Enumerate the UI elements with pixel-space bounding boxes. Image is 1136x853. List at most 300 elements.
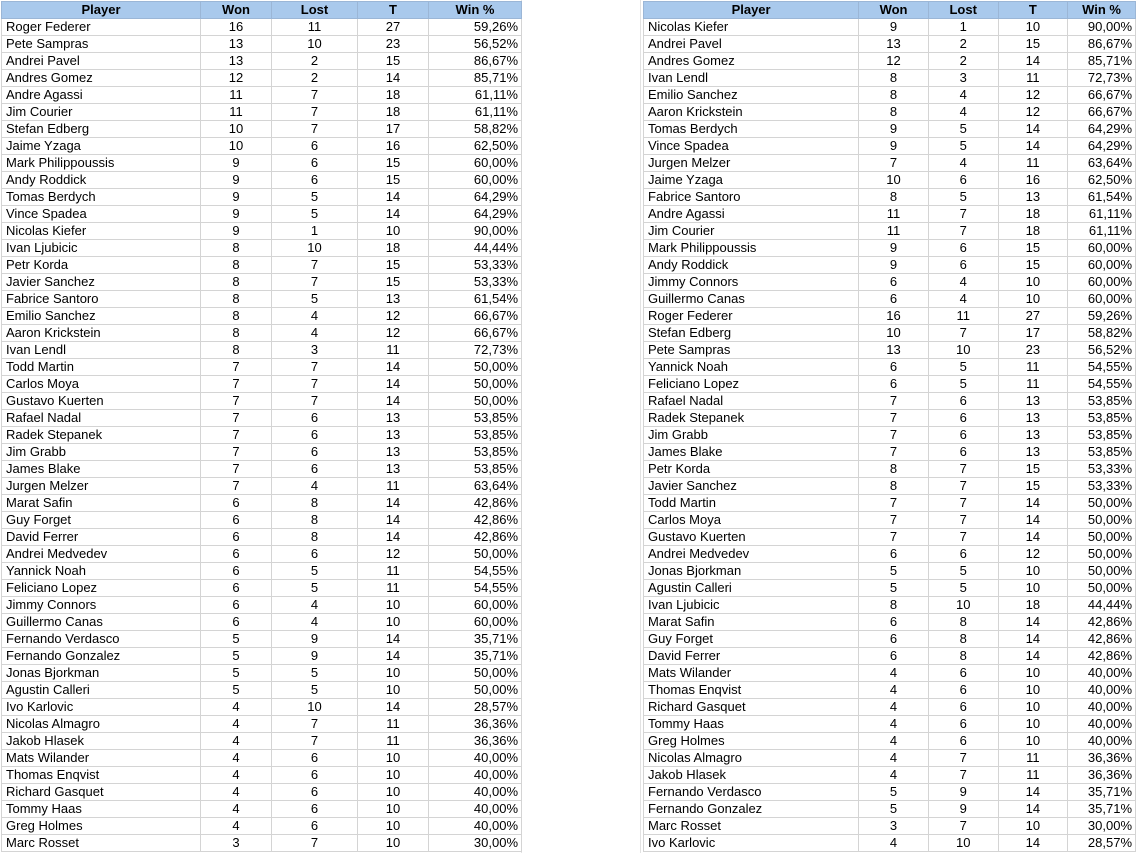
- win-pct-cell[interactable]: 86,67%: [429, 53, 522, 70]
- lost-cell[interactable]: 11: [928, 308, 998, 325]
- win-pct-cell[interactable]: 53,33%: [429, 274, 522, 291]
- total-cell[interactable]: 13: [358, 444, 429, 461]
- lost-cell[interactable]: 2: [928, 53, 998, 70]
- lost-cell[interactable]: 1: [272, 223, 358, 240]
- total-cell[interactable]: 14: [998, 53, 1068, 70]
- won-cell[interactable]: 9: [859, 257, 929, 274]
- total-cell[interactable]: 16: [998, 172, 1068, 189]
- won-cell[interactable]: 10: [859, 172, 929, 189]
- win-pct-cell[interactable]: 53,85%: [1068, 444, 1136, 461]
- player-cell[interactable]: Carlos Moya: [644, 512, 859, 529]
- won-cell[interactable]: 4: [201, 716, 272, 733]
- player-cell[interactable]: Petr Korda: [644, 461, 859, 478]
- total-cell[interactable]: 13: [358, 427, 429, 444]
- lost-cell[interactable]: 6: [272, 818, 358, 835]
- win-pct-cell[interactable]: 56,52%: [1068, 342, 1136, 359]
- lost-cell[interactable]: 3: [272, 342, 358, 359]
- won-cell[interactable]: 8: [201, 342, 272, 359]
- win-pct-cell[interactable]: 40,00%: [1068, 682, 1136, 699]
- lost-cell[interactable]: 6: [272, 801, 358, 818]
- win-pct-cell[interactable]: 42,86%: [429, 512, 522, 529]
- player-cell[interactable]: David Ferrer: [644, 648, 859, 665]
- header-win-pct[interactable]: Win %: [1068, 2, 1136, 19]
- total-cell[interactable]: 17: [358, 121, 429, 138]
- win-pct-cell[interactable]: 66,67%: [1068, 87, 1136, 104]
- total-cell[interactable]: 15: [358, 53, 429, 70]
- total-cell[interactable]: 14: [358, 393, 429, 410]
- player-cell[interactable]: Yannick Noah: [644, 359, 859, 376]
- win-pct-cell[interactable]: 50,00%: [1068, 495, 1136, 512]
- win-pct-cell[interactable]: 40,00%: [1068, 716, 1136, 733]
- total-cell[interactable]: 14: [998, 529, 1068, 546]
- won-cell[interactable]: 8: [859, 70, 929, 87]
- win-pct-cell[interactable]: 60,00%: [429, 155, 522, 172]
- lost-cell[interactable]: 7: [272, 835, 358, 852]
- player-cell[interactable]: Agustin Calleri: [2, 682, 201, 699]
- win-pct-cell[interactable]: 50,00%: [429, 393, 522, 410]
- won-cell[interactable]: 9: [201, 155, 272, 172]
- won-cell[interactable]: 6: [859, 274, 929, 291]
- won-cell[interactable]: 9: [859, 19, 929, 36]
- player-cell[interactable]: Marc Rosset: [644, 818, 859, 835]
- won-cell[interactable]: 8: [201, 291, 272, 308]
- lost-cell[interactable]: 7: [272, 376, 358, 393]
- won-cell[interactable]: 11: [201, 87, 272, 104]
- player-cell[interactable]: Jim Courier: [2, 104, 201, 121]
- win-pct-cell[interactable]: 53,85%: [1068, 393, 1136, 410]
- win-pct-cell[interactable]: 35,71%: [429, 648, 522, 665]
- win-pct-cell[interactable]: 61,54%: [429, 291, 522, 308]
- won-cell[interactable]: 7: [201, 461, 272, 478]
- lost-cell[interactable]: 5: [272, 206, 358, 223]
- player-cell[interactable]: Andre Agassi: [2, 87, 201, 104]
- won-cell[interactable]: 9: [201, 189, 272, 206]
- player-cell[interactable]: Fernando Gonzalez: [2, 648, 201, 665]
- player-cell[interactable]: Fernando Verdasco: [644, 784, 859, 801]
- total-cell[interactable]: 11: [998, 767, 1068, 784]
- lost-cell[interactable]: 6: [272, 444, 358, 461]
- lost-cell[interactable]: 6: [272, 410, 358, 427]
- player-cell[interactable]: Ivan Ljubicic: [644, 597, 859, 614]
- player-cell[interactable]: Ivo Karlovic: [2, 699, 201, 716]
- won-cell[interactable]: 7: [859, 444, 929, 461]
- total-cell[interactable]: 14: [358, 206, 429, 223]
- win-pct-cell[interactable]: 54,55%: [1068, 359, 1136, 376]
- won-cell[interactable]: 6: [201, 614, 272, 631]
- total-cell[interactable]: 14: [998, 614, 1068, 631]
- total-cell[interactable]: 12: [358, 325, 429, 342]
- lost-cell[interactable]: 5: [928, 376, 998, 393]
- lost-cell[interactable]: 5: [928, 121, 998, 138]
- win-pct-cell[interactable]: 50,00%: [1068, 546, 1136, 563]
- player-cell[interactable]: Aaron Krickstein: [644, 104, 859, 121]
- win-pct-cell[interactable]: 28,57%: [429, 699, 522, 716]
- player-cell[interactable]: Emilio Sanchez: [644, 87, 859, 104]
- player-cell[interactable]: Aaron Krickstein: [2, 325, 201, 342]
- lost-cell[interactable]: 7: [272, 716, 358, 733]
- won-cell[interactable]: 5: [201, 648, 272, 665]
- won-cell[interactable]: 7: [859, 512, 929, 529]
- win-pct-cell[interactable]: 50,00%: [1068, 580, 1136, 597]
- header-win-pct[interactable]: Win %: [429, 2, 522, 19]
- total-cell[interactable]: 14: [998, 512, 1068, 529]
- lost-cell[interactable]: 7: [272, 104, 358, 121]
- win-pct-cell[interactable]: 42,86%: [429, 495, 522, 512]
- total-cell[interactable]: 14: [998, 138, 1068, 155]
- total-cell[interactable]: 10: [358, 597, 429, 614]
- lost-cell[interactable]: 7: [928, 223, 998, 240]
- won-cell[interactable]: 16: [859, 308, 929, 325]
- lost-cell[interactable]: 7: [272, 733, 358, 750]
- total-cell[interactable]: 15: [998, 36, 1068, 53]
- player-cell[interactable]: James Blake: [2, 461, 201, 478]
- player-cell[interactable]: Tomas Berdych: [2, 189, 201, 206]
- win-pct-cell[interactable]: 54,55%: [429, 580, 522, 597]
- total-cell[interactable]: 11: [998, 376, 1068, 393]
- win-pct-cell[interactable]: 60,00%: [1068, 257, 1136, 274]
- lost-cell[interactable]: 6: [928, 699, 998, 716]
- win-pct-cell[interactable]: 40,00%: [1068, 733, 1136, 750]
- lost-cell[interactable]: 5: [272, 291, 358, 308]
- lost-cell[interactable]: 5: [928, 189, 998, 206]
- lost-cell[interactable]: 8: [272, 512, 358, 529]
- lost-cell[interactable]: 7: [928, 818, 998, 835]
- lost-cell[interactable]: 4: [928, 155, 998, 172]
- player-cell[interactable]: Vince Spadea: [2, 206, 201, 223]
- player-cell[interactable]: Andres Gomez: [644, 53, 859, 70]
- total-cell[interactable]: 13: [998, 427, 1068, 444]
- win-pct-cell[interactable]: 61,11%: [429, 87, 522, 104]
- total-cell[interactable]: 15: [358, 155, 429, 172]
- lost-cell[interactable]: 6: [928, 665, 998, 682]
- lost-cell[interactable]: 5: [272, 665, 358, 682]
- lost-cell[interactable]: 10: [272, 699, 358, 716]
- win-pct-cell[interactable]: 56,52%: [429, 36, 522, 53]
- lost-cell[interactable]: 6: [928, 427, 998, 444]
- lost-cell[interactable]: 10: [928, 835, 998, 852]
- lost-cell[interactable]: 2: [272, 70, 358, 87]
- won-cell[interactable]: 9: [859, 121, 929, 138]
- win-pct-cell[interactable]: 50,00%: [1068, 563, 1136, 580]
- lost-cell[interactable]: 7: [928, 325, 998, 342]
- won-cell[interactable]: 11: [859, 223, 929, 240]
- player-cell[interactable]: Marc Rosset: [2, 835, 201, 852]
- total-cell[interactable]: 14: [358, 529, 429, 546]
- player-cell[interactable]: Stefan Edberg: [644, 325, 859, 342]
- win-pct-cell[interactable]: 90,00%: [429, 223, 522, 240]
- total-cell[interactable]: 18: [998, 597, 1068, 614]
- player-cell[interactable]: Jurgen Melzer: [2, 478, 201, 495]
- win-pct-cell[interactable]: 42,86%: [1068, 631, 1136, 648]
- total-cell[interactable]: 14: [358, 70, 429, 87]
- total-cell[interactable]: 18: [358, 104, 429, 121]
- total-cell[interactable]: 14: [358, 648, 429, 665]
- win-pct-cell[interactable]: 58,82%: [429, 121, 522, 138]
- lost-cell[interactable]: 10: [928, 342, 998, 359]
- total-cell[interactable]: 11: [998, 70, 1068, 87]
- win-pct-cell[interactable]: 86,67%: [1068, 36, 1136, 53]
- won-cell[interactable]: 7: [859, 495, 929, 512]
- lost-cell[interactable]: 7: [272, 274, 358, 291]
- player-cell[interactable]: Guy Forget: [2, 512, 201, 529]
- total-cell[interactable]: 10: [998, 19, 1068, 36]
- lost-cell[interactable]: 6: [928, 682, 998, 699]
- player-cell[interactable]: Nicolas Almagro: [644, 750, 859, 767]
- lost-cell[interactable]: 4: [272, 478, 358, 495]
- won-cell[interactable]: 10: [201, 121, 272, 138]
- win-pct-cell[interactable]: 35,71%: [1068, 784, 1136, 801]
- total-cell[interactable]: 12: [358, 546, 429, 563]
- lost-cell[interactable]: 8: [272, 529, 358, 546]
- total-cell[interactable]: 18: [358, 87, 429, 104]
- total-cell[interactable]: 15: [998, 461, 1068, 478]
- total-cell[interactable]: 10: [358, 767, 429, 784]
- won-cell[interactable]: 6: [201, 563, 272, 580]
- player-cell[interactable]: Andrei Medvedev: [644, 546, 859, 563]
- lost-cell[interactable]: 7: [272, 87, 358, 104]
- lost-cell[interactable]: 7: [928, 767, 998, 784]
- total-cell[interactable]: 16: [358, 138, 429, 155]
- win-pct-cell[interactable]: 60,00%: [429, 614, 522, 631]
- player-cell[interactable]: Andy Roddick: [644, 257, 859, 274]
- lost-cell[interactable]: 9: [928, 801, 998, 818]
- lost-cell[interactable]: 8: [928, 614, 998, 631]
- lost-cell[interactable]: 4: [928, 291, 998, 308]
- player-cell[interactable]: Radek Stepanek: [2, 427, 201, 444]
- total-cell[interactable]: 10: [358, 835, 429, 852]
- won-cell[interactable]: 6: [859, 546, 929, 563]
- win-pct-cell[interactable]: 36,36%: [429, 716, 522, 733]
- won-cell[interactable]: 6: [859, 631, 929, 648]
- lost-cell[interactable]: 6: [272, 172, 358, 189]
- win-pct-cell[interactable]: 54,55%: [429, 563, 522, 580]
- lost-cell[interactable]: 6: [928, 393, 998, 410]
- won-cell[interactable]: 13: [859, 342, 929, 359]
- header-total[interactable]: T: [998, 2, 1068, 19]
- total-cell[interactable]: 12: [358, 308, 429, 325]
- win-pct-cell[interactable]: 64,29%: [1068, 138, 1136, 155]
- win-pct-cell[interactable]: 53,85%: [429, 444, 522, 461]
- lost-cell[interactable]: 4: [928, 87, 998, 104]
- player-cell[interactable]: James Blake: [644, 444, 859, 461]
- total-cell[interactable]: 15: [998, 240, 1068, 257]
- win-pct-cell[interactable]: 63,64%: [429, 478, 522, 495]
- win-pct-cell[interactable]: 36,36%: [1068, 750, 1136, 767]
- lost-cell[interactable]: 1: [928, 19, 998, 36]
- total-cell[interactable]: 14: [998, 121, 1068, 138]
- win-pct-cell[interactable]: 66,67%: [429, 325, 522, 342]
- total-cell[interactable]: 10: [358, 665, 429, 682]
- won-cell[interactable]: 9: [201, 172, 272, 189]
- lost-cell[interactable]: 7: [272, 359, 358, 376]
- lost-cell[interactable]: 6: [928, 257, 998, 274]
- won-cell[interactable]: 8: [859, 189, 929, 206]
- player-cell[interactable]: Mark Philippoussis: [644, 240, 859, 257]
- lost-cell[interactable]: 5: [928, 138, 998, 155]
- won-cell[interactable]: 4: [859, 665, 929, 682]
- header-lost[interactable]: Lost: [272, 2, 358, 19]
- lost-cell[interactable]: 6: [272, 427, 358, 444]
- player-cell[interactable]: Fabrice Santoro: [644, 189, 859, 206]
- header-player[interactable]: Player: [644, 2, 859, 19]
- won-cell[interactable]: 8: [201, 308, 272, 325]
- player-cell[interactable]: David Ferrer: [2, 529, 201, 546]
- player-cell[interactable]: Javier Sanchez: [2, 274, 201, 291]
- lost-cell[interactable]: 4: [272, 308, 358, 325]
- total-cell[interactable]: 11: [358, 342, 429, 359]
- player-cell[interactable]: Andres Gomez: [2, 70, 201, 87]
- won-cell[interactable]: 4: [201, 784, 272, 801]
- player-cell[interactable]: Jim Grabb: [2, 444, 201, 461]
- total-cell[interactable]: 13: [358, 410, 429, 427]
- win-pct-cell[interactable]: 53,85%: [429, 461, 522, 478]
- total-cell[interactable]: 15: [998, 257, 1068, 274]
- total-cell[interactable]: 11: [998, 155, 1068, 172]
- total-cell[interactable]: 13: [358, 461, 429, 478]
- player-cell[interactable]: Pete Sampras: [644, 342, 859, 359]
- lost-cell[interactable]: 5: [272, 580, 358, 597]
- total-cell[interactable]: 13: [998, 393, 1068, 410]
- won-cell[interactable]: 4: [201, 818, 272, 835]
- won-cell[interactable]: 5: [859, 580, 929, 597]
- win-pct-cell[interactable]: 42,86%: [1068, 614, 1136, 631]
- total-cell[interactable]: 11: [998, 750, 1068, 767]
- won-cell[interactable]: 10: [859, 325, 929, 342]
- won-cell[interactable]: 7: [201, 376, 272, 393]
- won-cell[interactable]: 8: [859, 461, 929, 478]
- total-cell[interactable]: 12: [998, 546, 1068, 563]
- total-cell[interactable]: 10: [998, 699, 1068, 716]
- total-cell[interactable]: 27: [998, 308, 1068, 325]
- win-pct-cell[interactable]: 53,85%: [429, 410, 522, 427]
- win-pct-cell[interactable]: 61,11%: [1068, 206, 1136, 223]
- win-pct-cell[interactable]: 50,00%: [429, 376, 522, 393]
- player-cell[interactable]: Andre Agassi: [644, 206, 859, 223]
- won-cell[interactable]: 6: [201, 580, 272, 597]
- won-cell[interactable]: 5: [859, 801, 929, 818]
- player-cell[interactable]: Mark Philippoussis: [2, 155, 201, 172]
- win-pct-cell[interactable]: 40,00%: [1068, 665, 1136, 682]
- total-cell[interactable]: 11: [358, 580, 429, 597]
- won-cell[interactable]: 6: [201, 597, 272, 614]
- win-pct-cell[interactable]: 30,00%: [1068, 818, 1136, 835]
- total-cell[interactable]: 15: [358, 274, 429, 291]
- lost-cell[interactable]: 7: [928, 206, 998, 223]
- player-cell[interactable]: Jim Grabb: [644, 427, 859, 444]
- won-cell[interactable]: 4: [859, 835, 929, 852]
- win-pct-cell[interactable]: 50,00%: [429, 665, 522, 682]
- player-cell[interactable]: Vince Spadea: [644, 138, 859, 155]
- lost-cell[interactable]: 4: [272, 325, 358, 342]
- player-cell[interactable]: Rafael Nadal: [644, 393, 859, 410]
- total-cell[interactable]: 10: [998, 716, 1068, 733]
- won-cell[interactable]: 9: [859, 240, 929, 257]
- lost-cell[interactable]: 6: [272, 784, 358, 801]
- lost-cell[interactable]: 9: [928, 784, 998, 801]
- won-cell[interactable]: 11: [859, 206, 929, 223]
- win-pct-cell[interactable]: 50,00%: [1068, 529, 1136, 546]
- win-pct-cell[interactable]: 28,57%: [1068, 835, 1136, 852]
- won-cell[interactable]: 5: [201, 682, 272, 699]
- player-cell[interactable]: Guillermo Canas: [644, 291, 859, 308]
- lost-cell[interactable]: 10: [272, 36, 358, 53]
- player-cell[interactable]: Mats Wilander: [644, 665, 859, 682]
- lost-cell[interactable]: 7: [272, 257, 358, 274]
- lost-cell[interactable]: 7: [272, 393, 358, 410]
- won-cell[interactable]: 4: [201, 801, 272, 818]
- total-cell[interactable]: 10: [358, 223, 429, 240]
- player-cell[interactable]: Ivan Lendl: [2, 342, 201, 359]
- total-cell[interactable]: 13: [998, 189, 1068, 206]
- total-cell[interactable]: 14: [358, 189, 429, 206]
- won-cell[interactable]: 4: [859, 699, 929, 716]
- lost-cell[interactable]: 9: [272, 631, 358, 648]
- player-cell[interactable]: Roger Federer: [644, 308, 859, 325]
- lost-cell[interactable]: 11: [272, 19, 358, 36]
- total-cell[interactable]: 11: [358, 733, 429, 750]
- total-cell[interactable]: 10: [998, 733, 1068, 750]
- total-cell[interactable]: 10: [358, 818, 429, 835]
- total-cell[interactable]: 10: [998, 274, 1068, 291]
- win-pct-cell[interactable]: 53,85%: [1068, 410, 1136, 427]
- won-cell[interactable]: 6: [859, 648, 929, 665]
- total-cell[interactable]: 14: [358, 495, 429, 512]
- won-cell[interactable]: 6: [201, 512, 272, 529]
- win-pct-cell[interactable]: 60,00%: [429, 172, 522, 189]
- player-cell[interactable]: Thomas Enqvist: [644, 682, 859, 699]
- player-cell[interactable]: Greg Holmes: [644, 733, 859, 750]
- win-pct-cell[interactable]: 60,00%: [1068, 291, 1136, 308]
- player-cell[interactable]: Jimmy Connors: [2, 597, 201, 614]
- won-cell[interactable]: 8: [201, 257, 272, 274]
- lost-cell[interactable]: 2: [928, 36, 998, 53]
- win-pct-cell[interactable]: 72,73%: [429, 342, 522, 359]
- win-pct-cell[interactable]: 44,44%: [1068, 597, 1136, 614]
- total-cell[interactable]: 10: [998, 291, 1068, 308]
- win-pct-cell[interactable]: 59,26%: [429, 19, 522, 36]
- won-cell[interactable]: 6: [859, 359, 929, 376]
- player-cell[interactable]: Ivan Lendl: [644, 70, 859, 87]
- header-lost[interactable]: Lost: [928, 2, 998, 19]
- player-cell[interactable]: Jaime Yzaga: [644, 172, 859, 189]
- player-cell[interactable]: Guy Forget: [644, 631, 859, 648]
- player-cell[interactable]: Jonas Bjorkman: [2, 665, 201, 682]
- lost-cell[interactable]: 6: [928, 716, 998, 733]
- total-cell[interactable]: 15: [358, 172, 429, 189]
- win-pct-cell[interactable]: 64,29%: [429, 189, 522, 206]
- won-cell[interactable]: 4: [859, 733, 929, 750]
- win-pct-cell[interactable]: 61,11%: [1068, 223, 1136, 240]
- won-cell[interactable]: 4: [859, 750, 929, 767]
- player-cell[interactable]: Jurgen Melzer: [644, 155, 859, 172]
- lost-cell[interactable]: 8: [928, 648, 998, 665]
- total-cell[interactable]: 11: [358, 716, 429, 733]
- win-pct-cell[interactable]: 61,54%: [1068, 189, 1136, 206]
- lost-cell[interactable]: 6: [928, 546, 998, 563]
- won-cell[interactable]: 8: [859, 597, 929, 614]
- player-cell[interactable]: Mats Wilander: [2, 750, 201, 767]
- lost-cell[interactable]: 5: [928, 563, 998, 580]
- won-cell[interactable]: 7: [859, 393, 929, 410]
- player-cell[interactable]: Jimmy Connors: [644, 274, 859, 291]
- win-pct-cell[interactable]: 36,36%: [1068, 767, 1136, 784]
- player-cell[interactable]: Javier Sanchez: [644, 478, 859, 495]
- lost-cell[interactable]: 6: [928, 172, 998, 189]
- player-cell[interactable]: Marat Safin: [2, 495, 201, 512]
- player-cell[interactable]: Guillermo Canas: [2, 614, 201, 631]
- total-cell[interactable]: 14: [358, 631, 429, 648]
- lost-cell[interactable]: 6: [272, 461, 358, 478]
